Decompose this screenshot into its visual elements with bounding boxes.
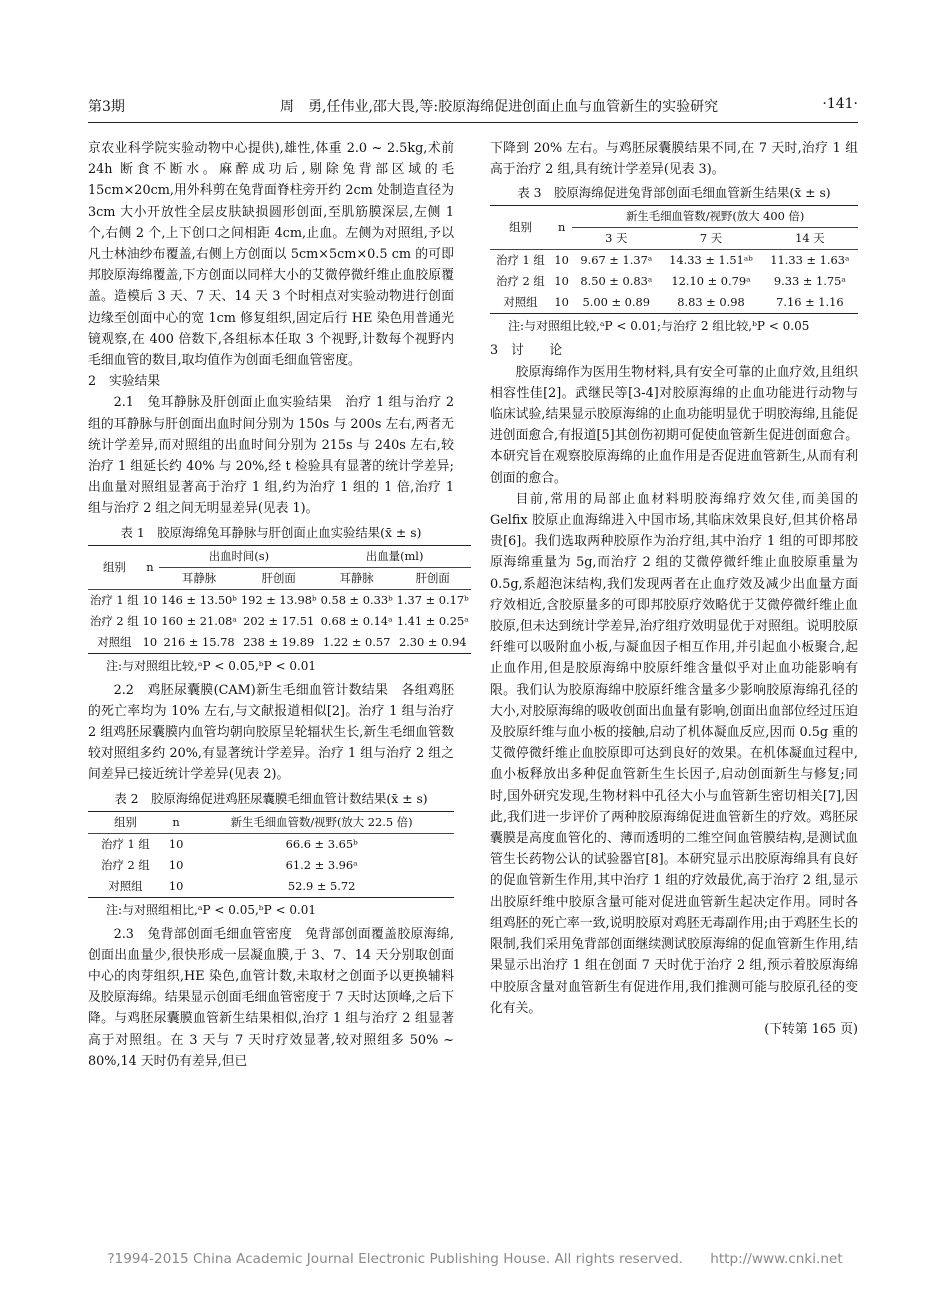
table3-header-count: 新生毛细血管数/视野(放大 400 倍) xyxy=(572,206,858,228)
table3-cell: 12.10 ± 0.79ᵃ xyxy=(671,274,751,289)
continued-note: (下转第 165 页) xyxy=(764,1021,858,1037)
table1-cell: 1.41 ± 0.25ᵃ xyxy=(396,613,469,628)
header-rule xyxy=(88,122,858,123)
table3-cell: 对照组 xyxy=(490,292,551,314)
table1-cell: 0.68 ± 0.14ᵃ xyxy=(320,613,393,628)
table1-subheader-liver: 肝创面 xyxy=(395,567,471,589)
table3-cell: 14.33 ± 1.51ᵃᵇ xyxy=(669,253,753,268)
left-column xyxy=(88,138,469,1072)
table3-cell: 8.50 ± 0.83ᵃ xyxy=(580,274,653,289)
table1-subheader-ear: 耳静脉 xyxy=(319,567,395,589)
table1-header-group: 组别 xyxy=(88,545,141,589)
table1-subheader-liver: 肝创面 xyxy=(239,567,319,589)
table-row xyxy=(88,611,471,632)
table3-note: 注:与对照组比较,ᵃP < 0.01;与治疗 2 组比较,ᵇP < 0.05 xyxy=(508,319,810,334)
table3-subheader-14d: 14 天 xyxy=(762,228,858,250)
right-column xyxy=(490,138,858,1040)
running-header xyxy=(88,96,858,118)
table1-cell: 1.22 ± 0.57 xyxy=(319,632,395,654)
table3-cell: 10 xyxy=(554,253,569,268)
table2-cell: 66.6 ± 3.65ᵇ xyxy=(285,836,358,851)
paragraph-2-2: 2.2 鸡胚尿囊膜(CAM)新生毛细血管计数结果 各组鸡胚的死亡率均为 10% 左右,与文献报道相似[2]。治疗 1 组与治疗 2 组鸡胚尿囊膜内血管均朝向胶原呈轮辐状生长,新生毛细血管数较对照组多约 20%,有显著统计学差异。治疗 1 组与治疗 2 组之间差异已接近统计学差异(见表 2)。 xyxy=(88,682,454,783)
table1-cell: 10 xyxy=(142,592,158,607)
section-heading-results: 2 实验结果 xyxy=(88,374,161,390)
table3-cell: 10 xyxy=(551,292,572,314)
table1-cell: 192 ± 13.98ᵇ xyxy=(240,592,317,607)
table1-header-time: 出血时间(s) xyxy=(159,545,318,567)
table3-cell: 9.67 ± 1.37ᵃ xyxy=(580,253,653,268)
table3-cell: 5.00 ± 0.89 xyxy=(572,292,660,314)
table-row xyxy=(88,589,471,611)
table3-cell: 治疗 1 组 xyxy=(496,253,545,268)
table2-cell: 61.2 ± 3.96ᵃ xyxy=(285,857,358,872)
table1-cell: 146 ± 13.50ᵇ xyxy=(161,592,237,607)
table2-cell: 治疗 2 组 xyxy=(101,857,150,872)
paragraph-2-1: 2.1 兔耳静脉及肝创面止血实验结果 治疗 1 组与治疗 2 组的耳静脉与肝创面出血时间分别为 150s 与 200s 左右,两者无统计学差异,而对照组的出血时间分别为 215s 与 240s 左右,较治疗 1 组延长约 40% 与 20%,经 t 检验具有显著的统计学差异;出血量对照组显著高于治疗 1 组,约为治疗 1 组的 1 倍,治疗 1 组与治疗 2 组之间无明显差异(见表 1)。 xyxy=(88,395,454,517)
table1-note: 注:与对照组比较,ᵃP < 0.05,ᵇP < 0.01 xyxy=(106,658,317,673)
running-title: 周 勇,任伟业,邵大畏,等:胶原海绵促进创面止血与血管新生的实验研究 xyxy=(280,99,719,115)
paragraph-2-3: 2.3 兔背部创面毛细血管密度 兔背部创面覆盖胶原海绵,创面出血量少,很快形成一层凝血膜,于 3、7、14 天分别取创面中心的肉芽组织,HE 染色,血管计数,未取材之创面予以更换辅料及胶原海绵。结果显示创面毛细血管密度于 7 天时达顶峰,之后下降。与鸡胚尿囊膜血管新生结果相似,治疗 1 组与治疗 2 组显著高于对照组。在 3 天与 7 天时疗效显著,较对照组多 50% ~ 80%,14 天时仍有差异,但已 xyxy=(88,926,454,1069)
table2-cell: 10 xyxy=(168,836,184,851)
table2-note: 注:与对照组相比,ᵃP < 0.05,ᵇP < 0.01 xyxy=(106,902,317,917)
table3-header-n: n xyxy=(551,206,572,250)
table-row xyxy=(88,876,454,898)
table2-cell: 对照组 xyxy=(88,876,163,898)
table1-caption: 表 1 胶原海绵兔耳静脉与肝创面止血实验结果(x̄ ± s) xyxy=(120,524,422,540)
page-number: ·141· xyxy=(822,96,858,112)
table1 xyxy=(88,545,471,654)
table1-cell: 216 ± 15.78 xyxy=(159,632,239,654)
table1-cell: 对照组 xyxy=(88,632,141,654)
table1-cell: 0.58 ± 0.33ᵇ xyxy=(320,592,393,607)
table3-cell: 11.33 ± 1.63ᵃ xyxy=(770,253,850,268)
table2-caption: 表 2 胶原海绵促进鸡胚尿囊膜毛细血管计数结果(x̄ ± s) xyxy=(114,790,428,806)
table3-subheader-7d: 7 天 xyxy=(660,228,762,250)
table1-cell: 10 xyxy=(141,632,160,654)
table3-cell: 治疗 2 组 xyxy=(496,274,545,289)
table3-cell: 10 xyxy=(554,274,569,289)
table-row xyxy=(88,632,471,654)
table2-header-count: 新生毛细血管数/视野(放大 22.5 倍) xyxy=(189,811,454,833)
table2-cell: 52.9 ± 5.72 xyxy=(189,876,454,898)
table2-cell: 10 xyxy=(163,876,189,898)
table2-cell: 治疗 1 组 xyxy=(101,836,150,851)
table3-cell: 7.16 ± 1.16 xyxy=(762,292,858,314)
table1-cell: 2.30 ± 0.94 xyxy=(395,632,471,654)
table1-cell: 238 ± 19.89 xyxy=(239,632,319,654)
paragraph-2-3-cont: 下降到 20% 左右。与鸡胚尿囊膜结果不同,在 7 天时,治疗 1 组高于治疗 2 组,具有统计学差异(见表 3)。 xyxy=(490,141,858,178)
table-row xyxy=(490,271,858,292)
table-row xyxy=(490,292,858,314)
table1-cell: 治疗 2 组 xyxy=(90,613,139,628)
table3 xyxy=(490,205,858,314)
table2-cell: 10 xyxy=(168,857,184,872)
table3-caption: 表 3 胶原海绵促进兔背部创面毛细血管新生结果(x̄ ± s) xyxy=(517,185,831,201)
table1-cell: 1.37 ± 0.17ᵇ xyxy=(396,592,469,607)
table1-cell: 202 ± 17.51 xyxy=(243,613,315,628)
table2-header-group: 组别 xyxy=(88,811,163,833)
table3-subheader-3d: 3 天 xyxy=(572,228,660,250)
table1-cell: 治疗 1 组 xyxy=(90,592,139,607)
paragraph-discussion-1: 胶原海绵作为医用生物材料,具有安全可靠的止血疗效,且组织相容性佳[2]。武继民等[3-4]对胶原海绵的止血功能进行动物与临床试验,结果显示胶原海绵的止血功能明显优于明胶海绵,且能促进创面愈合,有报道[5]其创伤初期可促使血管新生促进创面愈合。本研究旨在观察胶原海绵的止血作用是否促进血管新生,从而有利创面的愈合。 xyxy=(490,364,858,486)
table-row xyxy=(490,250,858,272)
section-heading-discussion: 3 讨 论 xyxy=(490,343,563,359)
table1-subheader-ear: 耳静脉 xyxy=(159,567,239,589)
paragraph-discussion-2: 目前,常用的局部止血材料明胶海绵疗效欠佳,而美国的 Gelfix 胶原止血海绵进入中国市场,其临床效果良好,但其价格昂贵[6]。我们选取两种胶原作为治疗组,其中治疗 1 组的可即邦胶原海绵重量为 5g,而治疗 2 组的艾微停微纤维止血胶原重量为 0.5g,系超泡沫结构,我们发现两者在止血疗效及减少出血量方面疗效相近,含胶原量多的可即邦胶原疗效略优于艾微停微纤维止血胶原,但未达到统计学差异,治疗组疗效明显优于对照组。说明胶原纤维可以吸附血小板,与凝血因子相互作用,并引起血小板聚合,起止血作用,但是胶原海绵中胶原纤维含量似乎对止血功能影响有限。我们认为胶原海绵中胶原纤维含量多少影响胶原海绵孔径的大小,对胶原海绵的吸收创面出血量有影响,创面出血部位经过压迫及胶原纤维与血小板的接触,启动了机体凝血反应,因而 0.5g 重的艾微停微纤维止血胶原即可达到良好的效果。在机体凝血过程中,血小板释放出多种促血管新生生长因子,启动创面新生与修复;同时,国外研究发现,生物材料中孔径大小与血管新生密切相关[7],因此,我们进一步评价了两种胶原海绵促进血管新生的疗效。鸡胚尿囊膜是高度血管化的、薄而透明的二维空间血管膜结构,是测试血管生长药物公认的试验器官[8]。本研究显示出胶原海绵具有良好的促血管新生作用,其中治疗 1 组的疗效最优,高于治疗 2 组,显示出胶原纤维中胶原含量可能对促进血管新生起决定作用。同时各组鸡胚的死亡率一致,说明胶原对鸡胚无毒副作用;由于鸡胚生长的限制,我们采用兔背部创面继续测试胶原海绵的促血管新生作用,结果显示出治疗 1 组在创面 7 天时优于治疗 2 组,预示着胶原海绵中胶原含量对血管新生有促进作用,我们推测可能与胶原孔径的变化有关。 xyxy=(490,491,858,1016)
table3-header-group: 组别 xyxy=(490,206,551,250)
table2-header-n: n xyxy=(163,811,189,833)
table1-cell: 160 ± 21.08ᵃ xyxy=(161,613,237,628)
table1-cell: 10 xyxy=(142,613,158,628)
issue-number: 第3期 xyxy=(88,99,125,115)
table3-cell: 9.33 ± 1.75ᵃ xyxy=(773,274,846,289)
paragraph-methods: 京农业科学院实验动物中心提供),雄性,体重 2.0 ~ 2.5kg,术前 24h 断食不断水。麻醉成功后,剔除兔背部区域的毛 15cm×20cm,用外科剪在兔背面脊柱旁开约 2cm 处制造直径为 3cm 大小开放性全层皮肤缺损圆形创面,至肌筋膜深层,左侧 1 个,右侧 2 个,上下创口之间相距 4cm,止血。左侧为对照组,予以凡士林油纱布覆盖,右侧上方创面以 5cm×5cm×0.5 cm 的可即邦胶原海绵覆盖,下方创面以同样大小的艾微停微纤维止血胶原覆盖。造模后 3 天、7 天、14 天 3 个时相点对实验动物进行创面边缘至创面中心的宽 1cm 修复组织,固定后行 HE 染色用普通光镜观察,在 400 倍数下,各组标本任取 3 个视野,计数每个视野内毛细血管的数目,取均值作为创面毛细血管密度。 xyxy=(88,141,454,369)
table3-cell: 8.83 ± 0.98 xyxy=(660,292,762,314)
table1-header-n: n xyxy=(141,545,160,589)
table1-header-volume: 出血量(ml) xyxy=(319,545,471,567)
copyright-footer: ?1994-2015 China Academic Journal Electronic Publishing House. All rights reserved. http://www.cnki.net xyxy=(107,1251,843,1267)
table-row xyxy=(88,855,454,876)
table2 xyxy=(88,811,454,898)
table-row xyxy=(88,833,454,855)
